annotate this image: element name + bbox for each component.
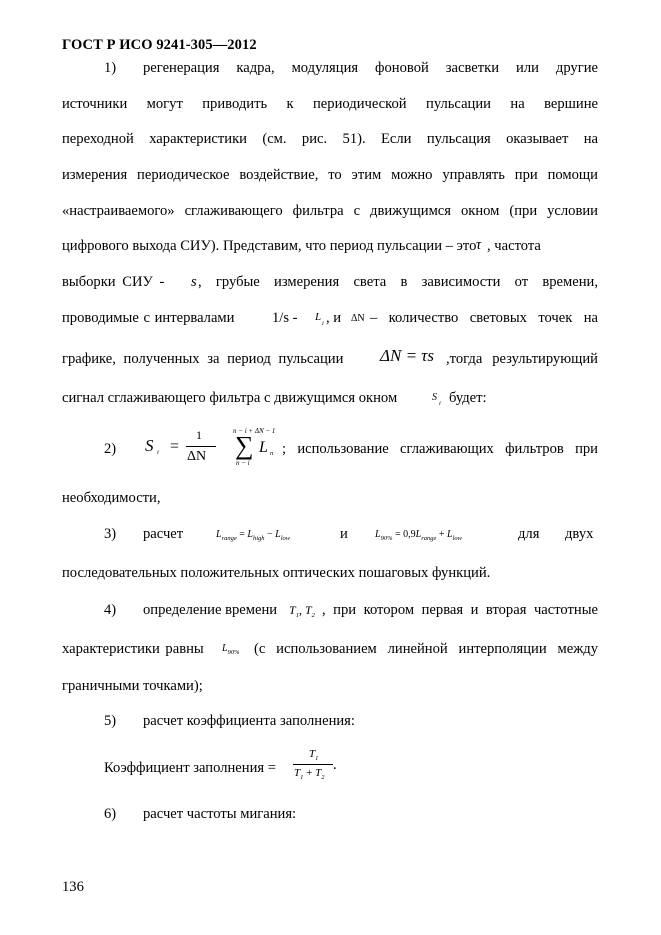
- tau-symbol: τ: [476, 237, 482, 253]
- text-line: измерения периодическое воздействие, то этим можно управлять при помощи: [62, 167, 598, 183]
- sum-lower-limit: n − i: [236, 459, 250, 467]
- document-header: ГОСТ Р ИСО 9241-305—2012: [62, 37, 257, 53]
- text-line: «настраиваемого» сглаживающего фильтра с движущимся окном (при условии: [62, 203, 598, 219]
- interval-text: 1/s -: [272, 310, 298, 326]
- text-fragment: будет:: [449, 390, 487, 406]
- text-line: графике, полученных за период пульсации: [62, 351, 344, 367]
- list-number: 3): [104, 526, 117, 542]
- formula-S: S: [145, 436, 154, 455]
- text-line: последовательных положительных оптических пошаговых функций.: [62, 565, 491, 581]
- list-number: 5): [104, 713, 117, 729]
- text-fragment: , при котором первая и вторая частотные: [322, 602, 598, 618]
- fraction-numerator: $T_1$: [309, 748, 319, 762]
- subscript: i: [439, 400, 441, 407]
- text-fragment: расчет частоты мигания:: [143, 806, 297, 822]
- equals-sign: =: [170, 438, 180, 455]
- text-line: регенерация кадра, модуляция фоновой засветки или другие: [143, 60, 598, 76]
- formula-l-90: $L_{90\%} = 0,9L_{range} + L_{low}$: [375, 529, 462, 542]
- fraction-numerator: 1: [196, 428, 202, 442]
- text-line: необходимости,: [62, 490, 161, 506]
- text-fragment: для: [518, 526, 540, 542]
- formula-t1-t2: $T_1$, $T_2$: [289, 603, 315, 619]
- sum-symbol: ∑: [235, 431, 254, 460]
- text-line: выборки СИУ -: [62, 274, 165, 290]
- var-S: S: [432, 392, 437, 403]
- var-L: L: [315, 311, 322, 323]
- text-line: граничными точками);: [62, 678, 203, 694]
- fraction-denominator: ΔN: [187, 449, 207, 464]
- text-line: цифрового выхода СИУ). Представим, что период пульсации – это: [62, 238, 477, 254]
- subscript: i: [157, 449, 159, 456]
- text-line: источники могут приводить к периодической пульсации на вершине: [62, 96, 598, 112]
- text-fragment: и: [340, 526, 348, 542]
- text-fragment: .: [333, 757, 337, 773]
- var-s: s: [191, 274, 197, 290]
- fraction-bar: [186, 446, 216, 447]
- list-number: 6): [104, 806, 117, 822]
- list-number: 1): [104, 60, 117, 76]
- subscript: i: [322, 320, 324, 327]
- list-number: 2): [104, 441, 117, 457]
- text-fragment: – количество световых точек на: [370, 310, 598, 326]
- text-line: сигнал сглаживающего фильтра с движущимся окном: [62, 390, 398, 406]
- fraction-bar: [293, 764, 333, 765]
- duty-cycle-label: Коэффициент заполнения =: [104, 760, 276, 776]
- text-line: переходной характеристики (см. рис. 51). Если пульсация оказывает на: [62, 131, 598, 147]
- text-fragment: ; использование сглаживающих фильтров при: [282, 441, 598, 457]
- formula-L: L: [259, 439, 268, 456]
- subscript: n: [270, 450, 274, 457]
- text-fragment: , частота: [487, 238, 541, 254]
- text-fragment: (с использованием линейной интерполяции между: [254, 641, 598, 657]
- formula-delta-n: ΔN = τs: [380, 346, 434, 365]
- sum-upper-limit: n − i + ΔN − 1: [233, 427, 276, 435]
- formula-l-90: $L_{90\%}$: [222, 643, 240, 656]
- text-fragment: расчет коэффициента заполнения:: [143, 713, 355, 729]
- text-fragment: , грубые измерения света в зависимости от времени,: [198, 274, 598, 290]
- text-fragment: расчет: [143, 526, 184, 542]
- text-fragment: двух: [565, 526, 594, 542]
- list-number: 4): [104, 602, 117, 618]
- text-fragment: , и: [326, 310, 342, 326]
- formula-l-range: $L_{range} = L_{high} - L_{low}$: [216, 529, 291, 542]
- text-fragment: ,тогда результирующий: [446, 351, 598, 367]
- page-number: 136: [62, 879, 84, 895]
- text-line: проводимые с интервалами: [62, 310, 235, 326]
- fraction-denominator: $T_1 + T_2$: [294, 767, 325, 781]
- delta-n-symbol: ΔN: [351, 313, 365, 324]
- text-fragment: определение времени: [143, 602, 278, 618]
- text-fragment: характеристики равны: [62, 641, 204, 657]
